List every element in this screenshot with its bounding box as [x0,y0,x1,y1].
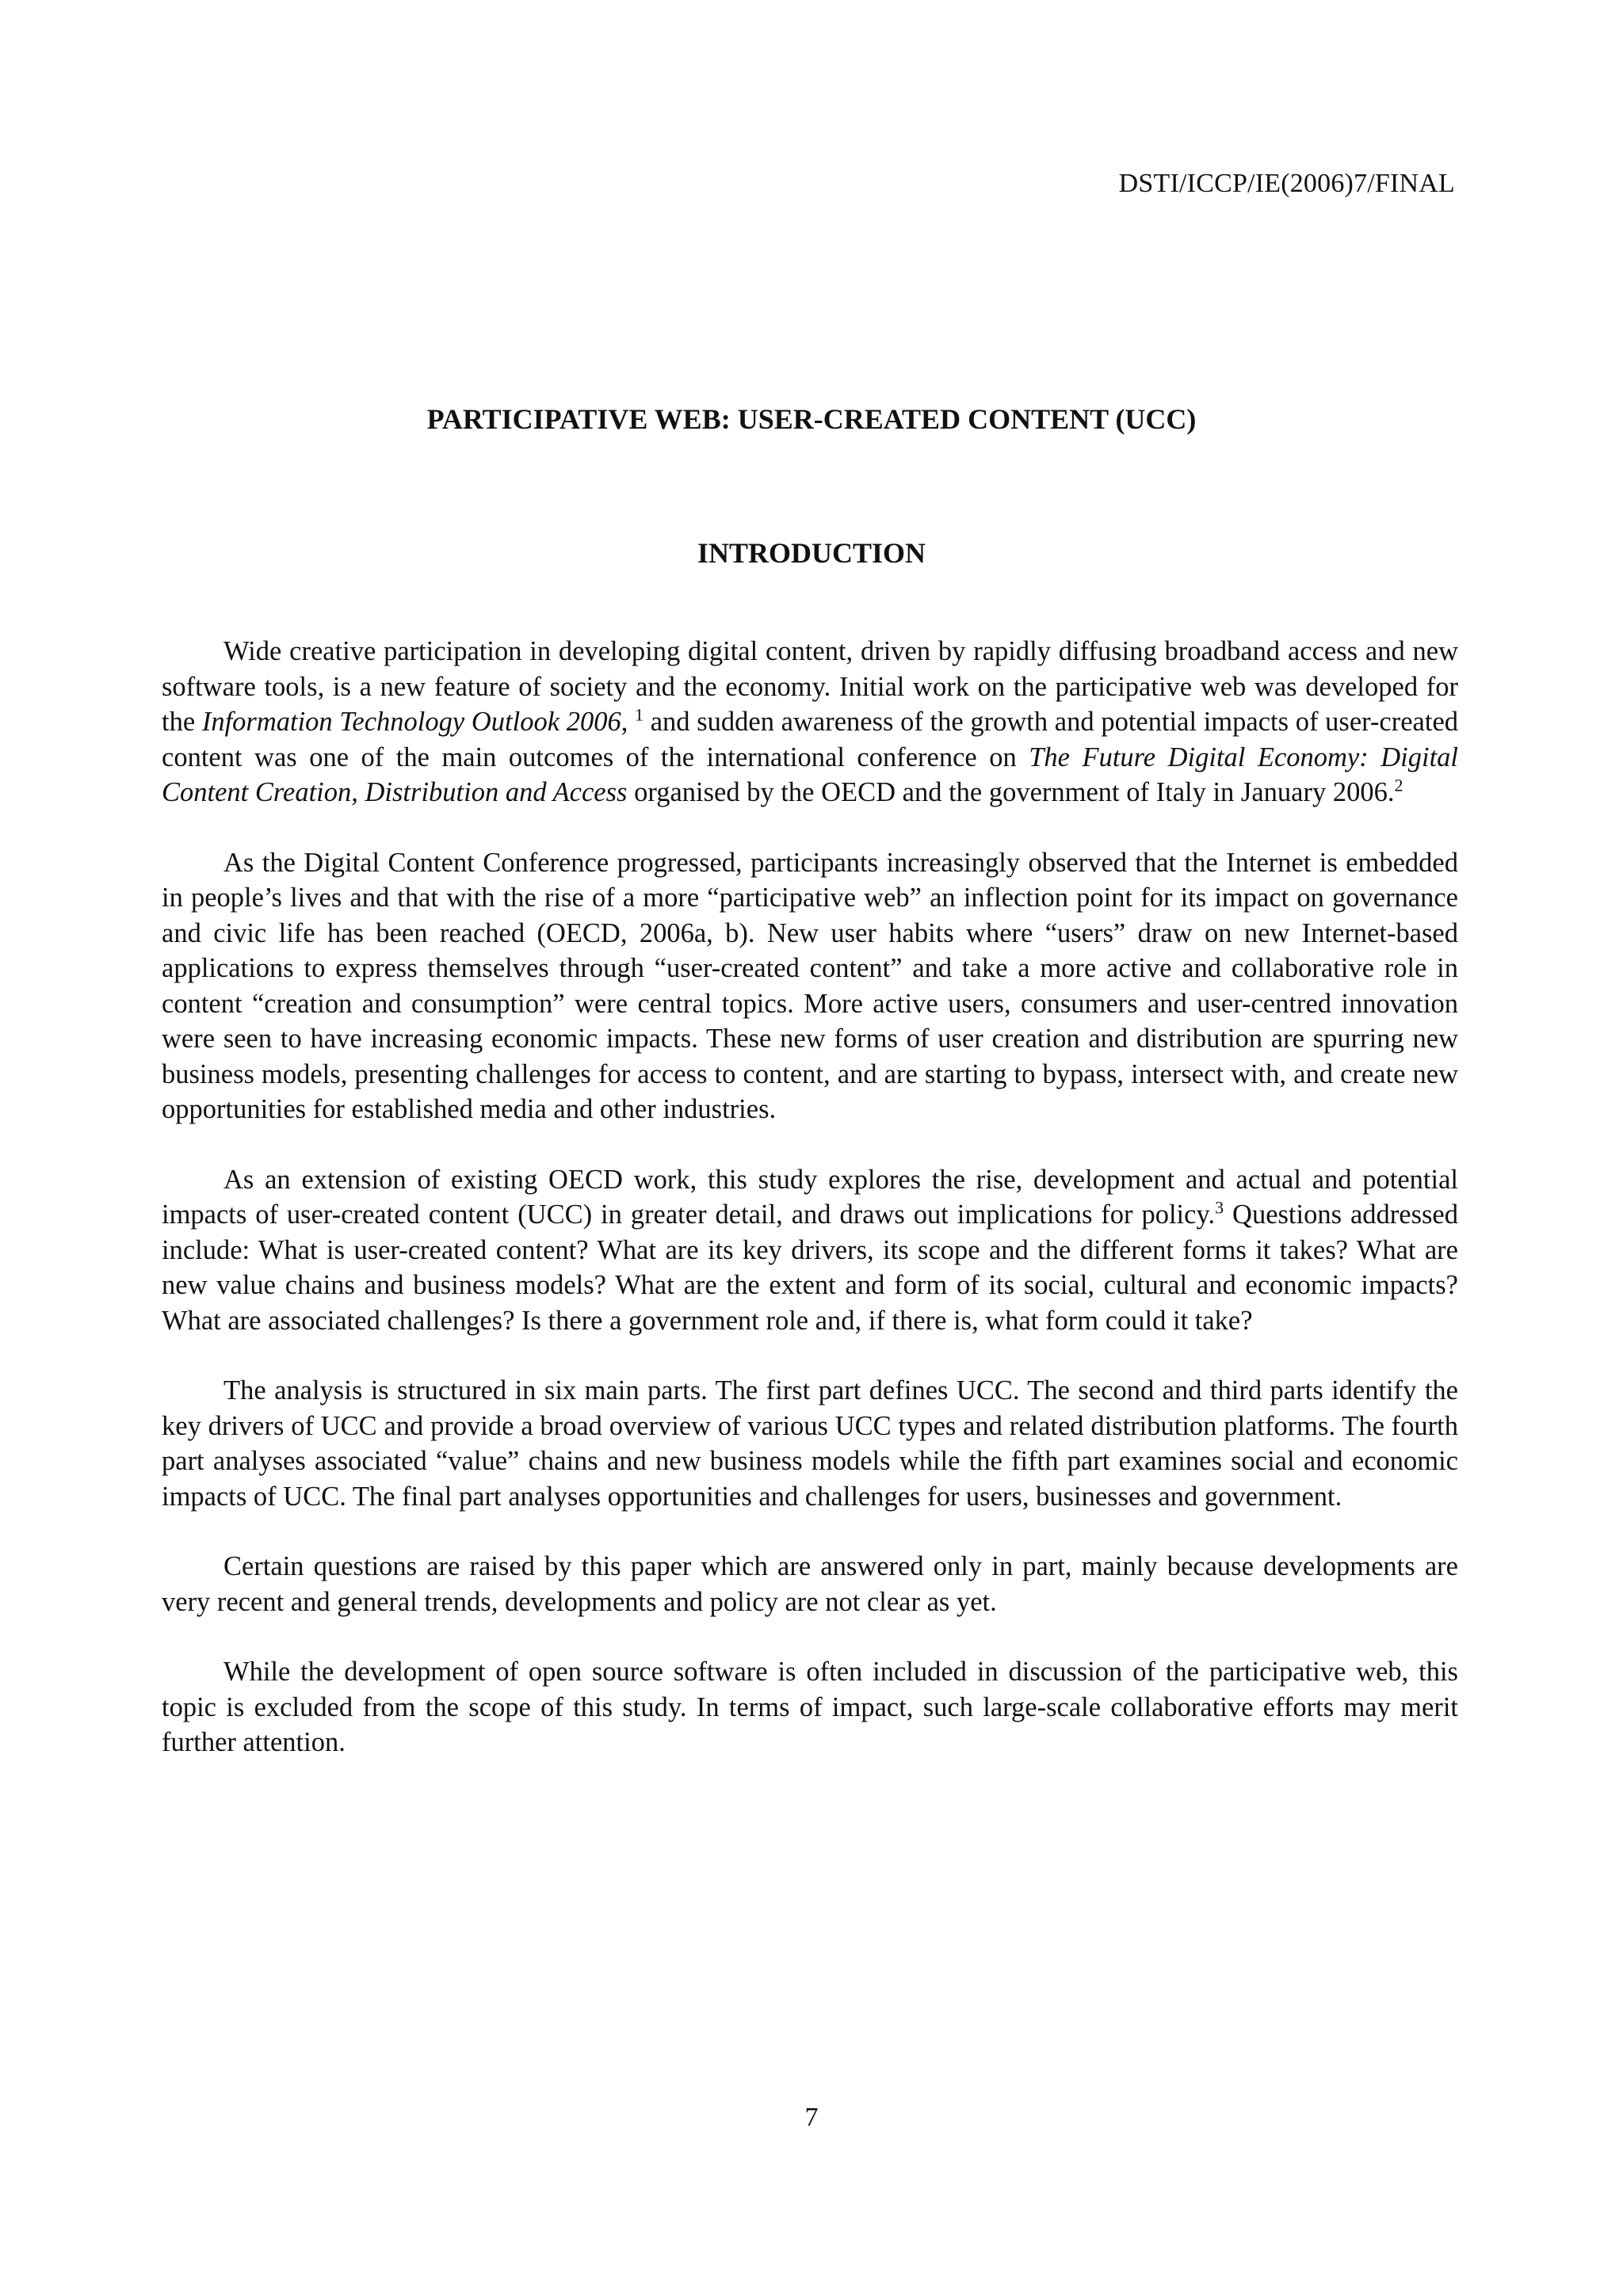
paragraph-text: As an extension of existing OECD work, this study explores the rise, development and actual and potential impacts of user-created content (UCC) in greater detail, and draws out implications for policy. [162,1164,1458,1230]
conference-title: The Future Digital Economy: Digital Content Creation, Distribution and Access [162,742,1458,807]
document-title: PARTICIPATIVE WEB: USER-CREATED CONTENT (UCC) [426,403,1197,435]
page-number: 7 [804,2103,819,2132]
paragraph-2: As the Digital Content Conference progressed, participants increasingly observed that the Internet is embedded in people’s lives and that with the rise of a more “participative web” an inflection point for its impact on governance and civic life has been reached (OECD, 2006a, b). New user habits where “users” draw on new Internet-based applications to express themselves through “user-created content” and take a more active and collaborative role in content “creation and consumption” were central topics. More active users, consumers and user-centred innovation were seen to have increasing economic impacts. These new forms of user creation and distribution are spurring new business models, presenting challenges for access to content, and are starting to bypass, intersect with, and create new opportunities for established media and other industries. [162,847,1458,1124]
paragraph-1 [162,634,1458,810]
paragraph-4: The analysis is structured in six main parts. The first part defines UCC. The second and third parts identify the key drivers of UCC and provide a broad overview of various UCC types and related distribution platforms. The fourth part analyses associated “value” chains and new business models while the fifth part examines social and economic impacts of UCC. The final part analyses opportunities and challenges for users, businesses and government. [162,1375,1458,1512]
footnote-marker: 2 [1394,775,1403,795]
publication-title: Information Technology Outlook 2006 [201,707,621,737]
section-heading: INTRODUCTION [697,537,926,569]
body-text [162,634,1458,1795]
footnote-marker: 3 [1215,1197,1224,1218]
paragraph-5: Certain questions are raised by this paper which are answered only in part, mainly because developments are very recent and general trends, developments and policy are not clear as yet. [162,1551,1458,1617]
paragraph-6: While the development of open source software is often included in discussion of the participative web, this topic is excluded from the scope of this study. In terms of impact, such large-scale collaborative efforts may merit further attention. [162,1657,1458,1757]
footnote-marker: 1 [635,704,644,725]
paragraph-text: Questions addressed include: What is user-created content? What are its key drivers, its scope and the different forms it takes? What are new value chains and business models? What are the extent and form of its social, cultural and economic impacts? What are associated challenges? Is there a government role and, if there is, what form could it take? [162,1199,1458,1336]
paragraph-text: and sudden awareness of the growth and potential impacts of user-created content was one of the main outcomes of the international conference on [162,707,1459,772]
paragraph-text: , [621,707,636,737]
paragraph-3 [162,1162,1458,1339]
paragraph-text: organised by the OECD and the government of Italy in January 2006. [627,777,1395,807]
document-reference: DSTI/ICCP/IE(2006)7/FINAL [1118,169,1455,198]
paragraph-text: Wide creative participation in developing digital content, driven by rapidly diffusing broadband access and new software tools, is a new feature of society and the economy. Initial work on the participative web was developed for the [162,636,1458,737]
